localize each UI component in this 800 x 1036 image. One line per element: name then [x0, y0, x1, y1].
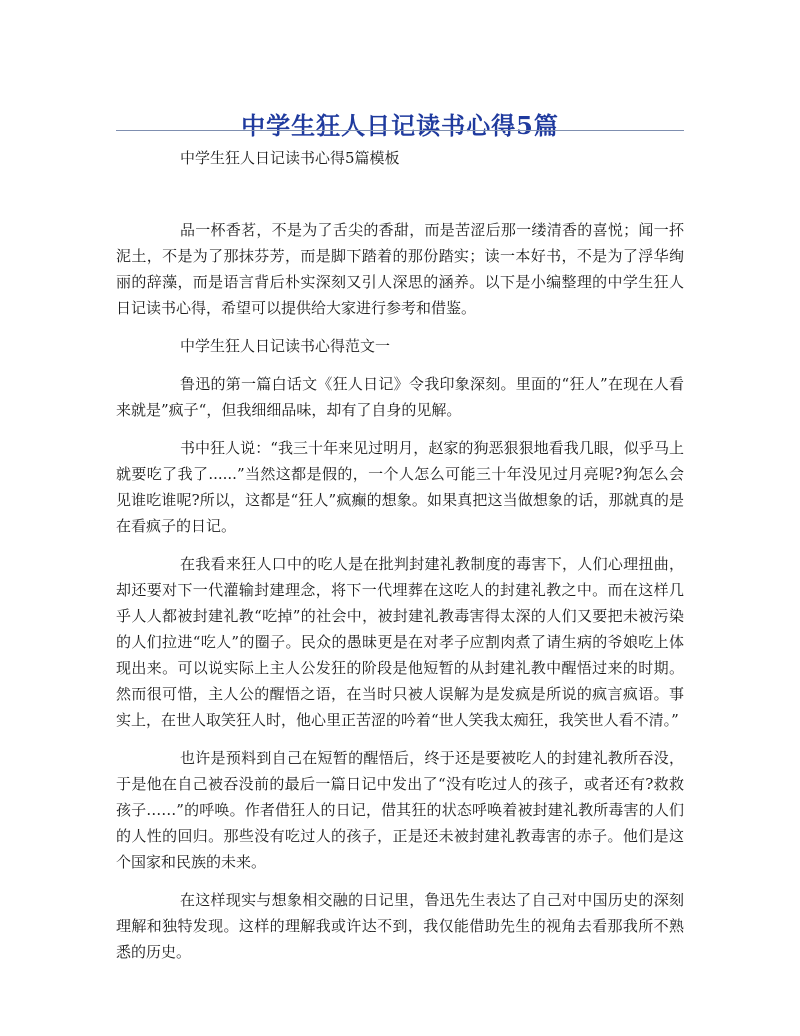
page-title: 中学生狂人日记读书心得5篇	[241, 111, 559, 141]
body-paragraph: 在我看来狂人口中的吃人是在批判封建礼教制度的毒害下，人们心理扭曲，却还要对下一代灌输封建理念，将下一代埋葬在这吃人的封建礼教之中。而在这样几乎人人都被封建礼教“吃掉”的社会中，被封建礼教毒害得太深的人们又要把未被污染的人们拉进“吃人”的圈子。民众的愚昧更是在对孝子应割肉煮了请生病的爷娘吃上体现出来。可以说实际上主人公发狂的阶段是他短暂的从封建礼教中醒悟过来的时期。然而很可惜，主人公的醒悟之语，在当时只被人误解为是发疯是所说的疯言疯语。事实上，在世人取笑狂人时，他心里正苦涩的吟着“世人笑我太痴狂，我笑世人看不清。”	[116, 555, 684, 729]
body-paragraph: 也许是预料到自己在短暂的醒悟后，终于还是要被吃人的封建礼教所吞没，于是他在自己被吞没前的最后一篇日记中发出了“没有吃过人的孩子，或者还有?救救孩子……”的呼唤。作者借狂人的日记，借其狂的状态呼唤着被封建礼教所毒害的人们的人性的回归。那些没有吃过人的孩子，正是还未被封建礼教毒害的赤子。他们是这个国家和民族的未来。	[116, 749, 684, 871]
section-heading: 中学生狂人日记读书心得范文一	[180, 337, 391, 355]
intro-paragraph: 品一杯香茗，不是为了舌尖的香甜，而是苦涩后那一缕清香的喜悦；闻一抔泥土，不是为了那抹芬芳，而是脚下踏着的那份踏实；读一本好书，不是为了浮华绚丽的辞藻，而是语言背后朴实深刻又引人深思的涵养。以下是小编整理的中学生狂人日记读书心得，希望可以提供给大家进行参考和借鉴。	[116, 221, 684, 317]
document-subtitle: 中学生狂人日记读书心得5篇模板	[180, 149, 400, 167]
title-divider	[116, 130, 684, 131]
document-body	[116, 145, 684, 965]
body-paragraph: 鲁迅的第一篇白话文《狂人日记》令我印象深刻。里面的“狂人”在现在人看来就是”疯子“，但我细细品味，却有了自身的见解。	[116, 375, 684, 419]
body-paragraph: 在这样现实与想象相交融的日记里，鲁迅先生表达了自己对中国历史的深刻理解和独特发现。这样的理解我或许达不到，我仅能借助先生的视角去看那我所不熟悉的历史。	[116, 891, 684, 961]
body-paragraph: 书中狂人说：“我三十年来见过明月，赵家的狗恶狠狠地看我几眼，似乎马上就要吃了我了......”当然这都是假的，一个人怎么可能三十年没见过月亮呢?狗怎么会见谁吃谁呢?所以，这都是“狂人”疯癫的想象。如果真把这当做想象的话，那就真的是在看疯子的日记。	[116, 439, 684, 535]
